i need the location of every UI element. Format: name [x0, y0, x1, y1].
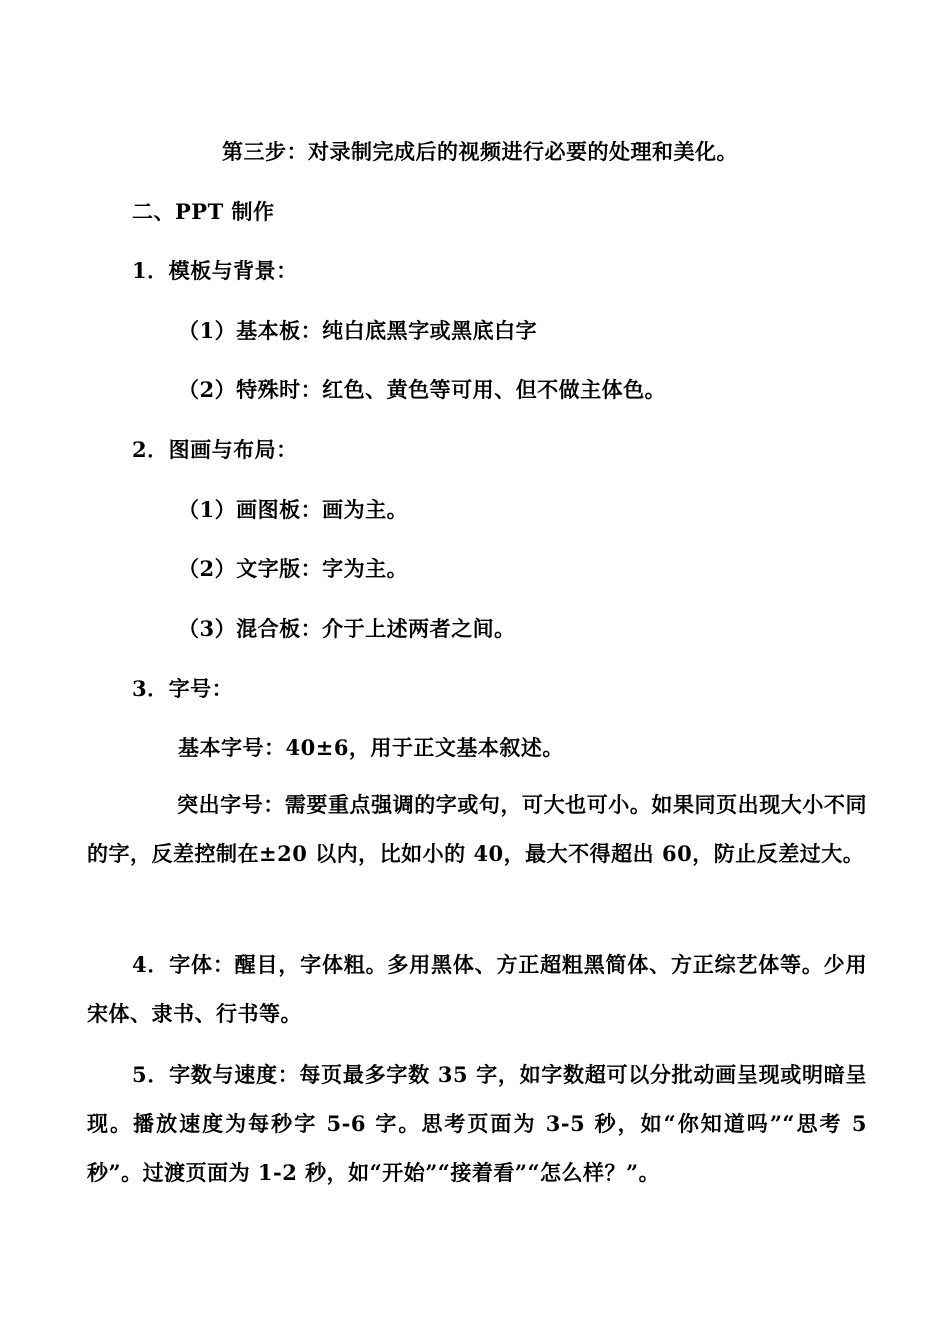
item2-heading: 2．图画与布局： [132, 437, 298, 462]
item5-paragraph: 5．字数与速度：每页最多字数 35 字，如字数超可以分批动画呈现或明暗呈现。播放速度为每秒字 5-6 字。思考页面为 3-5 秒，如“你知道吗”“思考 5 秒”。过渡页面为 1-2 秒，如“开始”“接着看”“怎么样？”。 [87, 1062, 867, 1185]
item2-sub2: （2）文字版：字为主。 [178, 556, 409, 581]
step3-line: 第三步：对录制完成后的视频进行必要的处理和美化。 [222, 139, 738, 164]
item4-paragraph: 4．字体：醒目，字体粗。多用黑体、方正超粗黑简体、方正综艺体等。少用宋体、隶书、行书等。 [87, 952, 867, 1026]
item1-sub1: （1）基本板：纯白底黑字或黑底白字 [178, 318, 538, 343]
item1-heading: 1．模板与背景： [132, 258, 298, 283]
item3-heading: 3．字号： [132, 676, 234, 701]
item3-basic: 基本字号：40±6，用于正文基本叙述。 [178, 735, 564, 760]
item3-highlight-paragraph: 突出字号：需要重点强调的字或句，可大也可小。如果同页出现大小不同的字，反差控制在±20 以内，比如小的 40，最大不得超出 60，防止反差过大。 [87, 792, 867, 866]
item2-sub3: （3）混合板：介于上述两者之间。 [178, 616, 516, 641]
item2-sub1: （1）画图板：画为主。 [178, 497, 409, 522]
item1-sub2: （2）特殊时：红色、黄色等可用、但不做主体色。 [178, 377, 667, 402]
section2-heading: 二、PPT 制作 [132, 199, 275, 224]
